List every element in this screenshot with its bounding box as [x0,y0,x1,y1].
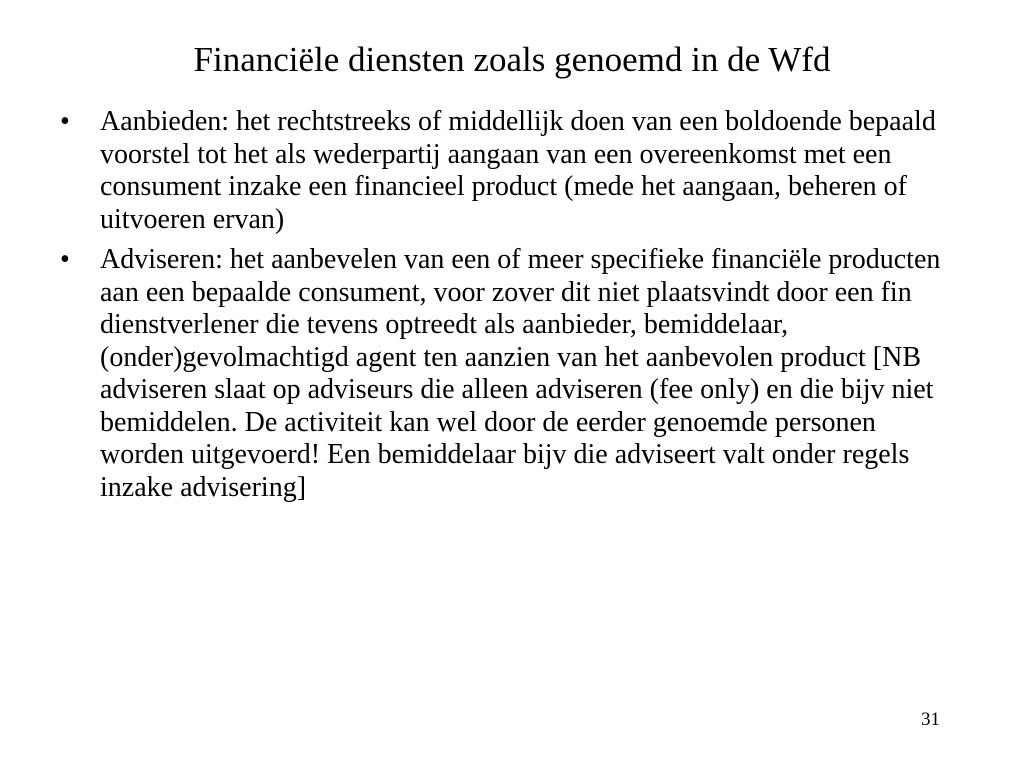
bullet-list [60,106,965,512]
bullet-item-aanbieden [60,106,965,236]
slide-title: Financiële diensten zoals genoemd in de Wfd [193,40,831,79]
bullet-text-adviseren: Adviseren: het aanbevelen van een of meer specifieke financiële producten aan een bepaalde consument, voor zover dit niet plaatsvindt door een fin dienstverlener die tevens optreedt als aanbieder, bemiddelaar, (onder)gevolmachtigd agent ten aanzien van het aanbevolen product [NB adviseren slaat op adviseurs die alleen adviseren (fee only) en die bijv niet bemiddelen. De activiteit kan wel door de eerder genoemde personen worden uitgevoerd! Een bemiddelaar bijv die adviseert valt onder regels inzake advisering] [100,244,941,503]
bullet-marker: • [60,106,70,137]
bullet-item-adviseren [60,244,965,504]
bullet-marker: • [60,244,70,275]
bullet-text-aanbieden: Aanbieden: het rechtstreeks of middellijk doen van een boldoende bepaald voorstel tot het als wederpartij aangaan van een overeenkomst met een consument inzake een financieel product (mede het aangaan, beheren of uitvoeren ervan) [100,106,936,235]
page-number: 31 [921,709,940,730]
